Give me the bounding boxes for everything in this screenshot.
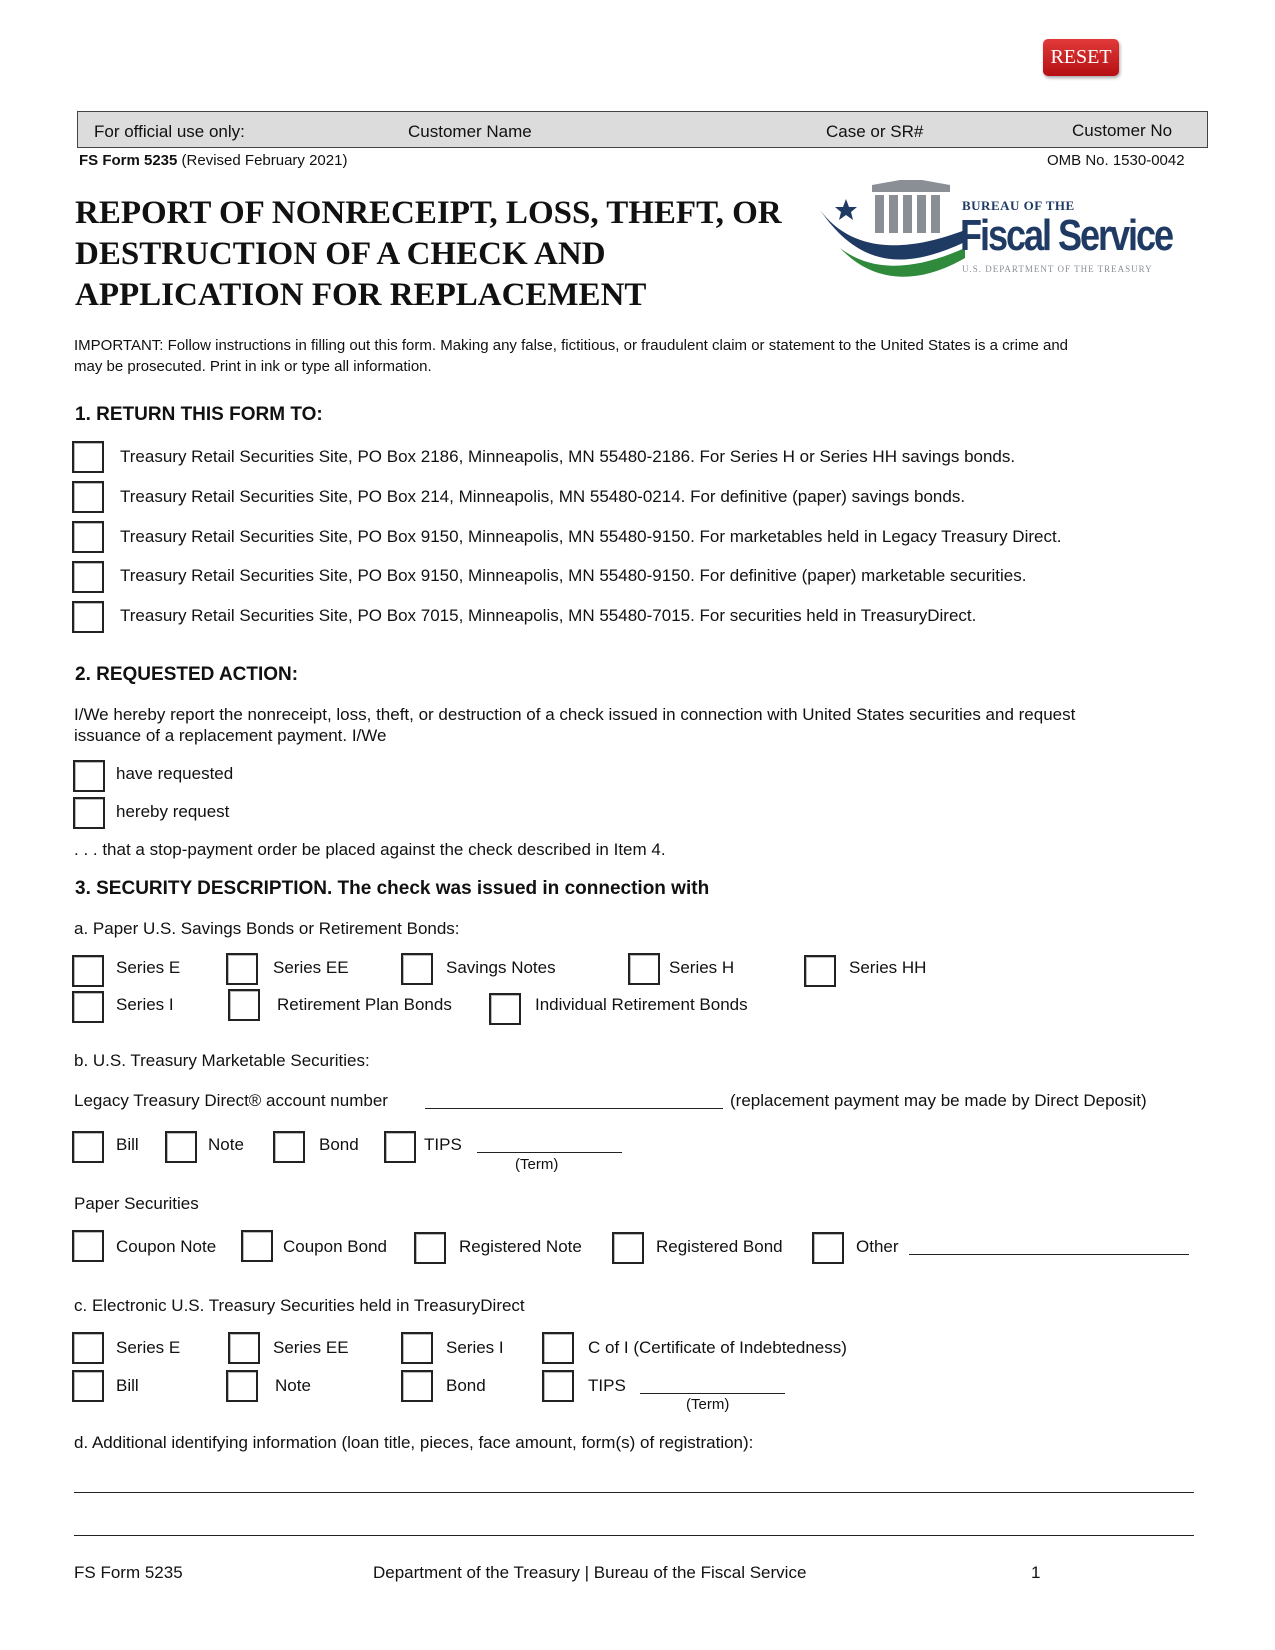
return-option-label: Treasury Retail Securities Site, PO Box 2186, Minneapolis, MN 55480-2186. For Series H or Series HH savings bonds. xyxy=(120,447,1016,466)
customer-no-field[interactable]: Customer No xyxy=(1072,121,1173,140)
have-requested-checkbox[interactable] xyxy=(73,760,105,792)
electronic-bill-label: Bill xyxy=(116,1376,139,1395)
tips-term-label: (Term) xyxy=(515,1156,559,1173)
page-title xyxy=(75,193,815,316)
tips-term-input[interactable] xyxy=(477,1152,622,1153)
series-h-checkbox[interactable] xyxy=(628,953,660,985)
electronic-tips-label: TIPS xyxy=(588,1376,626,1395)
customer-name-field[interactable]: Customer Name xyxy=(408,122,532,141)
paper-securities-label: Paper Securities xyxy=(74,1194,199,1213)
logo-fiscal-service: Fiscal Service xyxy=(960,211,1173,260)
bill-label: Bill xyxy=(116,1135,139,1154)
series-i-checkbox[interactable] xyxy=(72,991,104,1023)
fiscal-service-logo xyxy=(820,180,1200,290)
retirement-plan-bonds-checkbox[interactable] xyxy=(228,989,260,1021)
section3c-label: c. Electronic U.S. Treasury Securities held in TreasuryDirect xyxy=(74,1296,525,1315)
official-use-label: For official use only: xyxy=(94,122,245,141)
return-option-label: Treasury Retail Securities Site, PO Box 9150, Minneapolis, MN 55480-9150. For definitive (paper) marketable securities. xyxy=(120,566,1027,585)
additional-info-line-2[interactable] xyxy=(74,1535,1194,1536)
series-h-label: Series H xyxy=(669,958,735,977)
return-option-checkbox[interactable] xyxy=(72,601,104,633)
logo-bureau-of-the: BUREAU OF THE xyxy=(962,198,1075,213)
form-revised: (Revised February 2021) xyxy=(181,152,348,169)
tips-checkbox[interactable] xyxy=(384,1131,416,1163)
additional-info-line-1[interactable] xyxy=(74,1492,1194,1493)
return-option-checkbox[interactable] xyxy=(72,441,104,473)
registered-bond-label: Registered Bond xyxy=(656,1237,783,1256)
return-option-checkbox[interactable] xyxy=(72,481,104,513)
savings-notes-label: Savings Notes xyxy=(446,958,556,977)
individual-retirement-bonds-checkbox[interactable] xyxy=(489,993,521,1025)
return-option-checkbox[interactable] xyxy=(72,521,104,553)
other-input[interactable] xyxy=(909,1254,1189,1255)
section3-heading: 3. SECURITY DESCRIPTION. The check was issued in connection with xyxy=(75,878,710,899)
electronic-series-ee-label: Series EE xyxy=(273,1338,349,1357)
section3b-label: b. U.S. Treasury Marketable Securities: xyxy=(74,1051,370,1070)
return-option-label: Treasury Retail Securities Site, PO Box 214, Minneapolis, MN 55480-0214. For definitive (paper) savings bonds. xyxy=(120,487,966,506)
form-number-text: FS Form 5235 xyxy=(79,152,178,169)
requested-action-text-line1: I/We hereby report the nonreceipt, loss, theft, or destruction of a check issued in connection with United States securities and request xyxy=(74,705,1076,724)
registered-note-checkbox[interactable] xyxy=(414,1232,446,1264)
series-ee-checkbox[interactable] xyxy=(226,953,258,985)
important-notice-line1: IMPORTANT: Follow instructions in filling out this form. Making any false, fictitious, or fraudulent claim or statement to the United States is a crime and xyxy=(74,337,1069,354)
series-e-checkbox[interactable] xyxy=(72,955,104,987)
series-hh-label: Series HH xyxy=(849,958,927,977)
other-checkbox[interactable] xyxy=(812,1232,844,1264)
requested-action-text-line2: issuance of a replacement payment. I/We xyxy=(74,726,387,745)
note-checkbox[interactable] xyxy=(165,1131,197,1163)
registered-bond-checkbox[interactable] xyxy=(612,1232,644,1264)
stop-payment-text: . . . that a stop-payment order be placed against the check described in Item 4. xyxy=(74,840,666,859)
important-notice-line2: may be prosecuted. Print in ink or type all information. xyxy=(74,358,432,375)
case-sr-field[interactable]: Case or SR# xyxy=(826,122,924,141)
electronic-series-e-checkbox[interactable] xyxy=(72,1332,104,1364)
electronic-bond-checkbox[interactable] xyxy=(401,1370,433,1402)
title-line: REPORT OF NONRECEIPT, LOSS, THEFT, OR xyxy=(75,195,782,231)
hereby-request-checkbox[interactable] xyxy=(73,797,105,829)
electronic-bond-label: Bond xyxy=(446,1376,486,1395)
electronic-series-i-label: Series I xyxy=(446,1338,504,1357)
tips-label: TIPS xyxy=(424,1135,462,1154)
electronic-tips-term-label: (Term) xyxy=(686,1396,730,1413)
individual-retirement-bonds-label: Individual Retirement Bonds xyxy=(535,995,748,1014)
section3a-label: a. Paper U.S. Savings Bonds or Retirement Bonds: xyxy=(74,919,460,938)
electronic-note-label: Note xyxy=(275,1376,311,1395)
series-hh-checkbox[interactable] xyxy=(804,955,836,987)
series-ee-label: Series EE xyxy=(273,958,349,977)
omb-number: OMB No. 1530-0042 xyxy=(1047,152,1185,169)
electronic-tips-checkbox[interactable] xyxy=(542,1370,574,1402)
footer-department: Department of the Treasury | Bureau of the Fiscal Service xyxy=(373,1563,807,1582)
bond-label: Bond xyxy=(319,1135,359,1154)
series-e-label: Series E xyxy=(116,958,181,977)
coupon-bond-label: Coupon Bond xyxy=(283,1237,387,1256)
electronic-tips-term-input[interactable] xyxy=(640,1393,785,1394)
section3d-label: d. Additional identifying information (loan title, pieces, face amount, form(s) of registration): xyxy=(74,1433,754,1452)
form-number xyxy=(79,152,347,170)
logo-department: U.S. DEPARTMENT OF THE TREASURY xyxy=(962,264,1153,274)
legacy-account-label: Legacy Treasury Direct® account number xyxy=(74,1091,388,1110)
electronic-series-e-label: Series E xyxy=(116,1338,181,1357)
note-label: Note xyxy=(208,1135,244,1154)
electronic-series-ee-checkbox[interactable] xyxy=(228,1332,260,1364)
bond-checkbox[interactable] xyxy=(273,1131,305,1163)
title-line: APPLICATION FOR REPLACEMENT xyxy=(75,277,647,313)
return-option-checkbox[interactable] xyxy=(72,561,104,593)
c-of-i-checkbox[interactable] xyxy=(542,1332,574,1364)
coupon-note-label: Coupon Note xyxy=(116,1237,217,1256)
coupon-bond-checkbox[interactable] xyxy=(241,1230,273,1262)
title-line: DESTRUCTION OF A CHECK AND xyxy=(75,236,606,272)
legacy-account-number-input[interactable] xyxy=(425,1108,723,1109)
electronic-bill-checkbox[interactable] xyxy=(72,1370,104,1402)
coupon-note-checkbox[interactable] xyxy=(72,1230,104,1262)
reset-button[interactable]: RESET xyxy=(1043,39,1119,76)
footer-page-number: 1 xyxy=(1031,1563,1041,1582)
return-option-label: Treasury Retail Securities Site, PO Box 7015, Minneapolis, MN 55480-7015. For securities held in TreasuryDirect. xyxy=(120,606,977,625)
section2-heading: 2. REQUESTED ACTION: xyxy=(75,664,299,685)
footer-form-number: FS Form 5235 xyxy=(74,1563,183,1582)
treasury-building-icon xyxy=(820,180,965,290)
series-i-label: Series I xyxy=(116,995,174,1014)
hereby-request-label: hereby request xyxy=(116,802,230,821)
savings-notes-checkbox[interactable] xyxy=(401,953,433,985)
electronic-series-i-checkbox[interactable] xyxy=(401,1332,433,1364)
official-use-bar xyxy=(77,111,1208,148)
electronic-note-checkbox[interactable] xyxy=(226,1370,258,1402)
legacy-direct-deposit-note: (replacement payment may be made by Direct Deposit) xyxy=(730,1091,1147,1110)
registered-note-label: Registered Note xyxy=(459,1237,582,1256)
other-label: Other xyxy=(856,1237,899,1256)
bill-checkbox[interactable] xyxy=(72,1131,104,1163)
retirement-plan-bonds-label: Retirement Plan Bonds xyxy=(277,995,452,1014)
c-of-i-label: C of I (Certificate of Indebtedness) xyxy=(588,1338,847,1357)
return-option-label: Treasury Retail Securities Site, PO Box 9150, Minneapolis, MN 55480-9150. For marketables held in Legacy Treasury Direct. xyxy=(120,527,1062,546)
have-requested-label: have requested xyxy=(116,764,234,783)
section1-heading: 1. RETURN THIS FORM TO: xyxy=(75,404,323,425)
